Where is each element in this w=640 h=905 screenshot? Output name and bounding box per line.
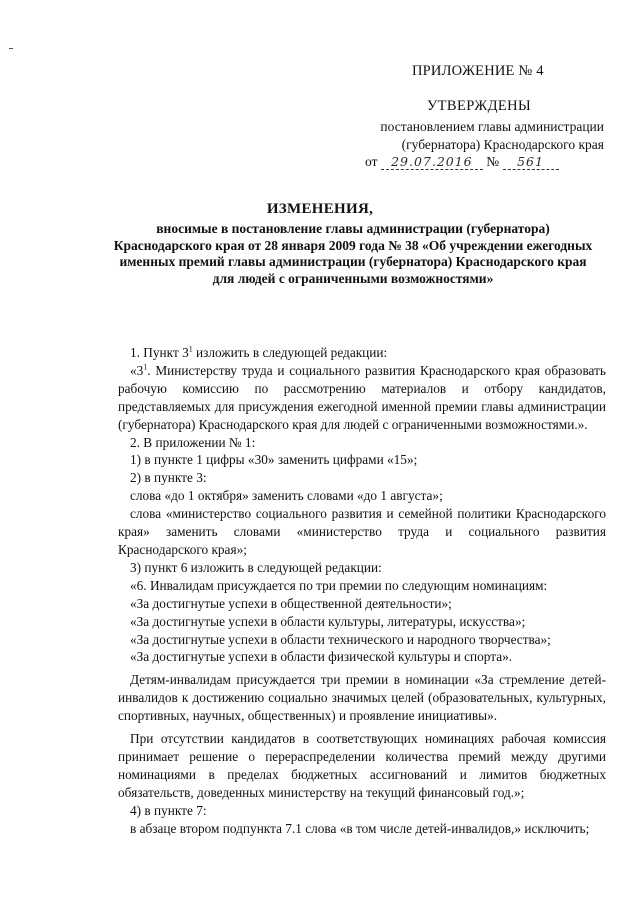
handwritten-number: 561 (503, 155, 559, 170)
decree-line-2: (губернатора) Краснодарского края (401, 137, 604, 152)
paragraph-1: 1. Пункт $3^1$ изложить в следующей редакции: (130, 344, 388, 360)
appendix-number: ПРИЛОЖЕНИЕ № 4 (412, 63, 544, 79)
paragraph-3: 2. В приложении № 1: (130, 434, 256, 450)
paragraph-16: 4) в пункте 7: (130, 802, 207, 818)
paragraph-13: «За достигнутые успехи в области физической культуры и спорта». (130, 649, 513, 665)
handwritten-date: 29.07.2016 (381, 155, 483, 170)
paragraph-4: 1) в пункте 1 цифры «30» заменить цифрами «15»; (130, 452, 418, 468)
paragraph-6: слова «до 1 октября» заменить словами «до 1 августа»; (130, 488, 443, 504)
approved-heading: УТВЕРЖДЕНЫ (427, 98, 532, 114)
paragraph-15: При отсутствии кандидатов в соответствующих номинациях рабочая комиссия принимает решение о перераспределении количества премий между другими номинациями в пределах бюджетных ассигнований и лимитов бюджетных обязательств, доведенных министерству на текущий финансовый год.»; (118, 731, 606, 800)
paragraph-12: «За достигнутые успехи в области технического и народного творчества»; (130, 631, 551, 647)
paragraph-10: «За достигнутые успехи в общественной деятельности»; (130, 595, 452, 611)
paragraph-8: 3) пункт 6 изложить в следующей редакции: (130, 559, 382, 575)
date-prefix: от (365, 154, 378, 169)
paragraph-9: «6. Инвалидам присуждается по три премии по следующим номинациям: (130, 577, 548, 593)
paragraph-17: в абзаце втором подпункта 7.1 слова «в том числе детей-инвалидов,» исключить; (130, 820, 590, 836)
decree-date-line (365, 154, 559, 170)
number-prefix: № (486, 154, 500, 169)
paragraph-11: «За достигнутые успехи в области культуры, литературы, искусства»; (130, 613, 526, 629)
decree-line-1: постановлением главы администрации (380, 119, 604, 134)
document-title: ИЗМЕНЕНИЯ, (266, 201, 374, 217)
paragraph-5: 2) в пункте 3: (130, 470, 207, 486)
paragraph-2: «$3^1$. Министерству труда и социального развития Краснодарского края образовать рабочую комиссию по рассмотрению материалов и отбору кандидатов, представляемых для присуждения ежегодной именной премии главы администрации (губернатора) Краснодарского края для людей с ограниченными возможностями.». (118, 362, 606, 432)
paragraph-14: Детям-инвалидам присуждается три премии в номинации «За стремление детей-инвалидов к достижению социально значимых целей (образовательных, культурных, спортивных, научных, общественных) и проявление инициативы». (118, 672, 606, 724)
document-subtitle: вносимые в постановление главы администрации (губернатора) Краснодарского края от 28 января 2009 года № 38 «Об учреждении ежегодных именных премий главы администрации (губернатора) Краснодарского края для людей с ограниченными возможностями» (113, 221, 593, 286)
scan-speck (9, 48, 13, 49)
paragraph-7: слова «министерство социального развития и семейной политики Краснодарского края» заменить словами «министерство труда и социального развития Краснодарского края»; (118, 506, 606, 557)
document-body (118, 344, 606, 837)
